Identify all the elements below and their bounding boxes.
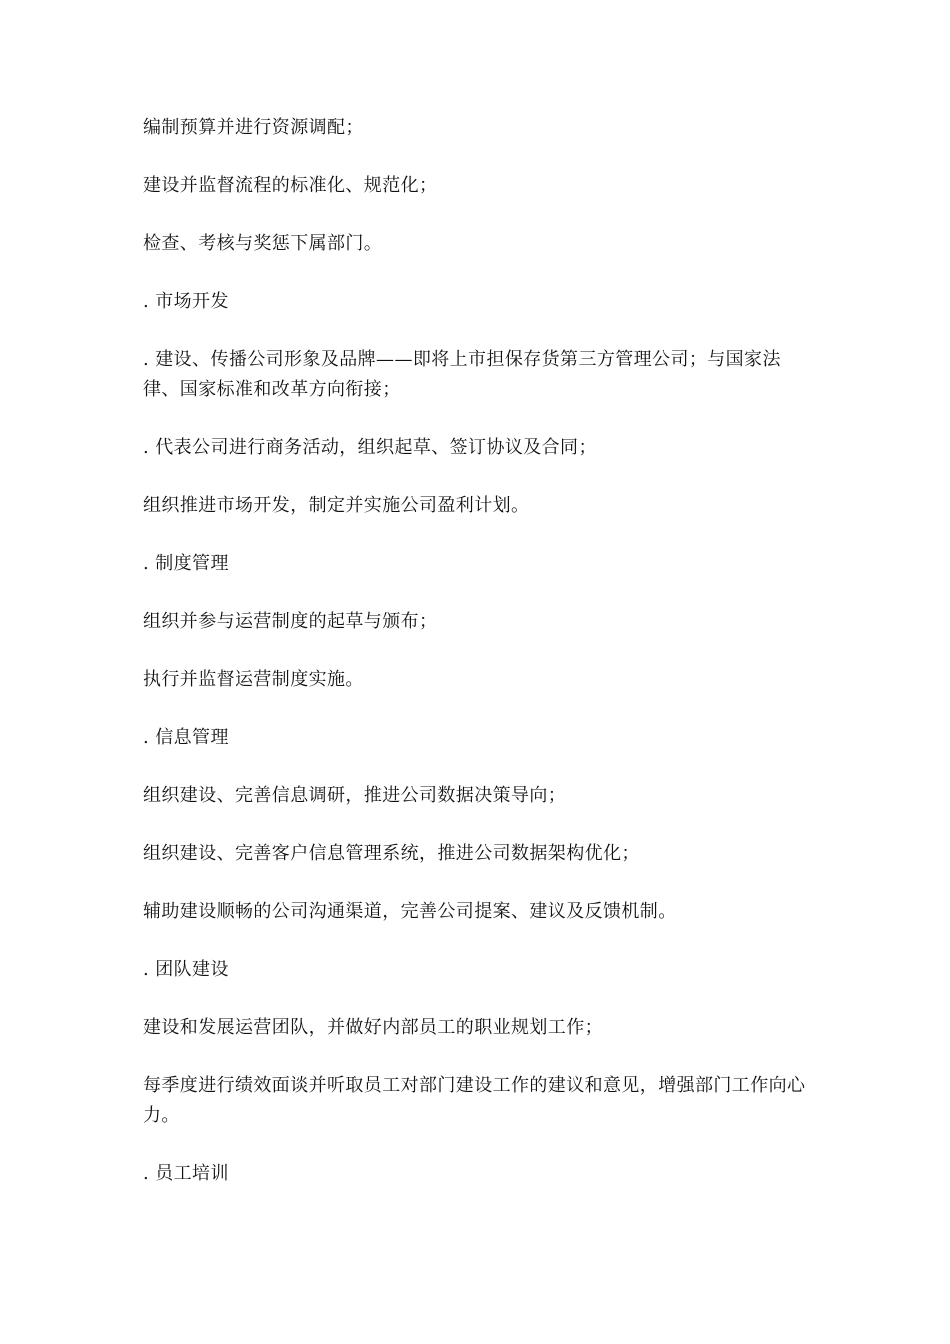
section-heading-team-building: . 团队建设: [143, 959, 229, 980]
document-body: [143, 113, 811, 1217]
paragraph-market-plan: 组织推进市场开发，制定并实施公司盈利计划。: [143, 495, 530, 516]
paragraph-performance-interview: 每季度进行绩效面谈并听取员工对部门建设工作的建议和意见，增强部门工作向心力。: [143, 1075, 806, 1126]
section-heading-staff-training: . 员工培训: [143, 1163, 229, 1184]
paragraph-system-implementation: 执行并监督运营制度实施。: [143, 669, 364, 690]
paragraph-inspection: 检查、考核与奖惩下属部门。: [143, 233, 383, 254]
paragraph-communication-channels: 辅助建设顺畅的公司沟通渠道，完善公司提案、建议及反馈机制。: [143, 901, 677, 922]
paragraph-customer-information-system: 组织建设、完善客户信息管理系统，推进公司数据架构优化；: [143, 843, 640, 864]
paragraph-brand-building: . 建设、传播公司形象及品牌——即将上市担保存货第三方管理公司；与国家法律、国家标准和改革方向衔接；: [143, 349, 781, 400]
paragraph-budget: 编制预算并进行资源调配；: [143, 117, 364, 138]
paragraph-team-development: 建设和发展运营团队，并做好内部员工的职业规划工作；: [143, 1017, 603, 1038]
paragraph-information-research: 组织建设、完善信息调研，推进公司数据决策导向；: [143, 785, 567, 806]
paragraph-system-drafting: 组织并参与运营制度的起草与颁布；: [143, 611, 438, 632]
paragraph-process-standardization: 建设并监督流程的标准化、规范化；: [143, 175, 438, 196]
section-heading-information-management: . 信息管理: [143, 727, 229, 748]
section-heading-system-management: . 制度管理: [143, 553, 229, 574]
section-heading-market-development: . 市场开发: [143, 291, 229, 312]
paragraph-business-activities: . 代表公司进行商务活动，组织起草、签订协议及合同；: [143, 437, 597, 458]
